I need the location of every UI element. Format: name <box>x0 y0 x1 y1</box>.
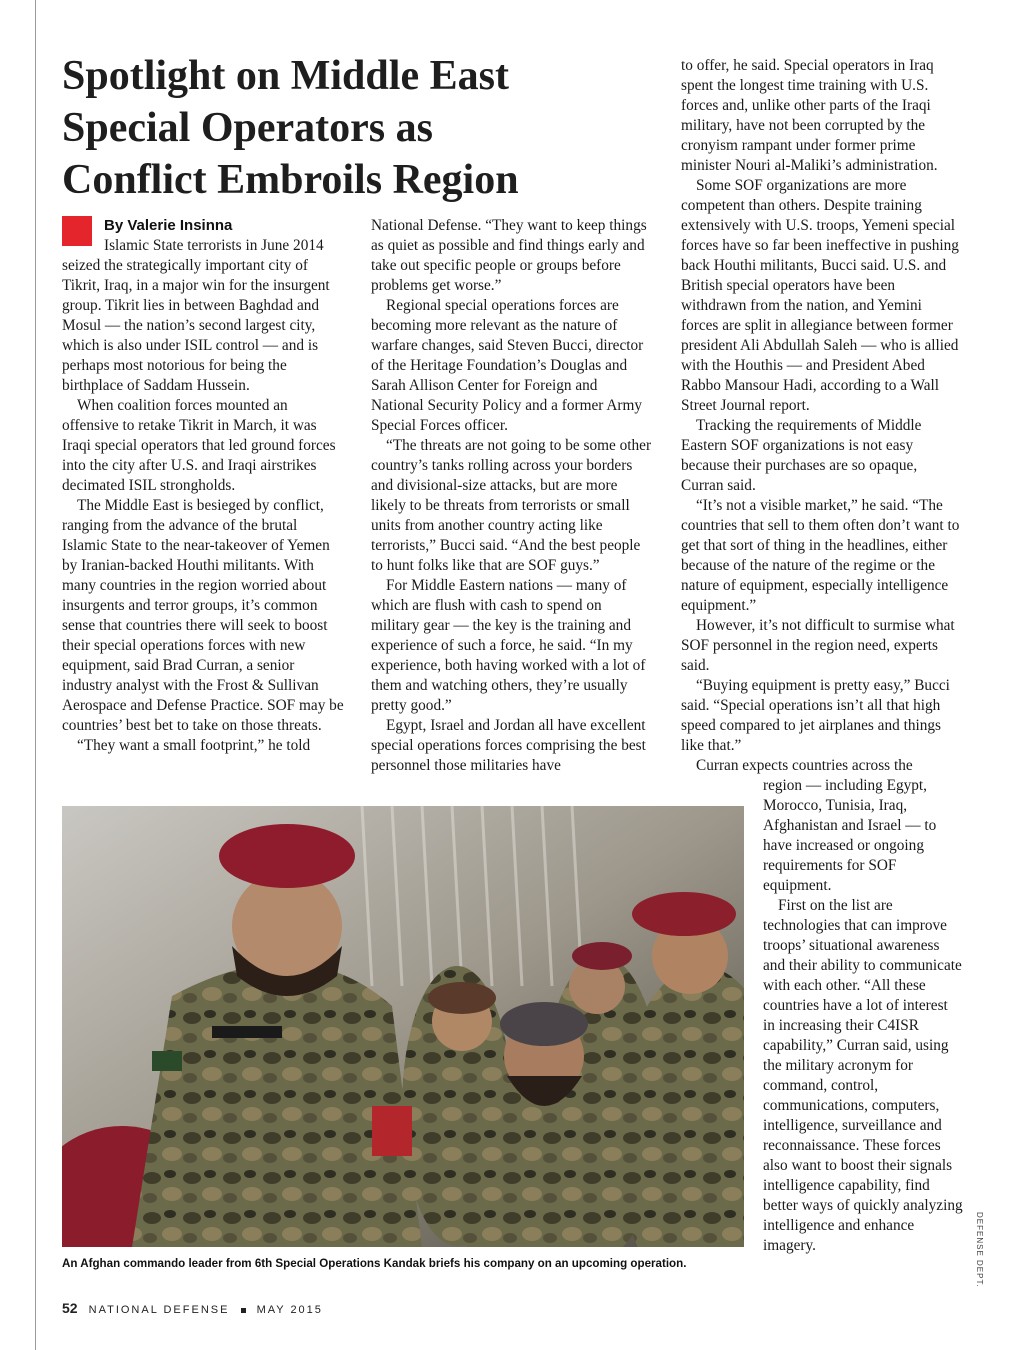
headline-line-1: Spotlight on Middle East <box>62 53 509 99</box>
article-column-4 <box>763 776 963 1256</box>
headline-line-2: Special Operators as <box>62 105 433 151</box>
paragraph: National Defense. “They want to keep things as quiet as possible and find things early and take out specific people or groups before problems get worse.” <box>371 217 647 294</box>
article-headline <box>62 50 642 206</box>
paragraph: First on the list are technologies that can improve troops’ situational awareness and their ability to communicate with each other. “All these countries have a lot of interest in increasing their C4ISR capability,” Curran said, using the military acronym for command, control, communications, computers, intelligence, surveillance and reconnaissance. These forces also want to boost their signals intelligence capability, find better ways of quickly analyzing intelligence and enhance imagery. <box>763 897 963 1254</box>
page-margin-rule <box>35 0 36 1350</box>
paragraph: “Buying equipment is pretty easy,” Bucci said. “Special operations isn’t all that high speed compared to jet airplanes and things like that.” <box>681 677 950 754</box>
paragraph: Curran expects countries across the <box>696 757 913 774</box>
byline-row <box>62 216 344 236</box>
paragraph: “The threats are not going to be some other country’s tanks rolling across your borders and divisional-size attacks, but are more likely to be threats from terrorists or small units from another country acting like terrorists,” Bucci said. “And the best people to hunt folks like that are SOF guys.” <box>371 437 652 574</box>
paragraph: “They want a small footprint,” he told <box>77 737 311 754</box>
paragraph: “It’s not a visible market,” he said. “The countries that sell to them often don’t want to get that sort of thing in the headlines, either because of the nature of the regime or the nature of equipment, especially intelligence equipment.” <box>681 497 960 614</box>
headline-line-3: Conflict Embroils Region <box>62 157 519 203</box>
paragraph: region — including Egypt, Morocco, Tunisia, Iraq, Afghanistan and Israel — to have increased or ongoing requirements for SOF equipment. <box>763 777 937 894</box>
paragraph: The Middle East is besieged by conflict, ranging from the advance of the brutal Islamic State to the near-takeover of Yemen by Iranian-backed Houthi militants. With many countries in the region worried about insurgents and terror groups, it’s common sense that countries there will seek to boost their special operations forces with new equipment, said Brad Curran, a senior industry analyst with the Frost & Sullivan Aerospace and Defense Practice. SOF may be countries’ best bet to take on those threats. <box>62 497 344 734</box>
byline: By Valerie Insinna <box>104 217 233 234</box>
paragraph: However, it’s not difficult to surmise what SOF personnel in the region need, experts said. <box>681 617 955 674</box>
commando-briefing-photo <box>62 806 744 1247</box>
paragraph: to offer, he said. Special operators in Iraq spent the longest time training with U.S. forces and, unlike other parts of the Iraqi military, have not been corrupted by the cronyism rampant under former prime minister Nouri al-Maliki’s administration. <box>681 57 938 174</box>
paragraph: Islamic State terrorists in June 2014 seized the strategically important city of Tikrit, Iraq, in a major win for the insurgent group. Tikrit lies in between Baghdad and Mosul — the nation’s second largest city, which is also under ISIL control — and is perhaps most notorious for being the birthplace of Saddam Hussein. <box>62 237 330 394</box>
section-marker <box>62 216 92 246</box>
paragraph: Some SOF organizations are more competent than others. Despite training extensively with U.S. troops, Yemeni special forces have so far been ineffective in pushing back Houthi militants, Bucci said. U.S. and British special operators have been withdrawn from the nation, and Yemini forces are split in allegiance between former president Ali Abdullah Saleh — who is allied with the Houthis — and President Abed Rabbo Mansour Hadi, according to a Wall Street Journal report. <box>681 177 959 414</box>
paragraph: When coalition forces mounted an offensive to retake Tikrit in March, it was Iraqi special operators that led ground forces into the city after U.S. and Iraqi airstrikes decimated ISIL strongholds. <box>62 397 336 494</box>
article-column-2 <box>371 216 653 776</box>
paragraph: For Middle Eastern nations — many of which are flush with cash to spend on military gear — the key is the training and experience of such a force, he said. “In my experience, both having worked with a lot of them and watching others, they’re usually pretty good.” <box>371 577 646 714</box>
article-photo <box>62 806 744 1247</box>
article-column-3 <box>681 56 963 776</box>
photo-credit: DEFENSE DEPT. <box>975 1212 984 1288</box>
publication-name: NATIONAL DEFENSE <box>88 1304 230 1316</box>
paragraph: Tracking the requirements of Middle Eastern SOF organizations is not easy because their purchases are so opaque, Curran said. <box>681 417 922 494</box>
paragraph: Egypt, Israel and Jordan all have excellent special operations forces comprising the best personnel those militaries have <box>371 717 646 774</box>
paragraph: Regional special operations forces are becoming more relevant as the nature of warfare changes, said Steven Bucci, director of the Heritage Foundation’s Douglas and Sarah Allison Center for Foreign and National Security Policy and a former Army Special Forces officer. <box>371 297 644 434</box>
page-footer <box>62 1300 323 1316</box>
footer-separator <box>241 1308 246 1313</box>
photo-caption: An Afghan commando leader from 6th Special Operations Kandak briefs his company on an upcoming operation. <box>62 1257 687 1270</box>
page-number: 52 <box>62 1300 78 1316</box>
article-column-1 <box>62 216 344 756</box>
issue-date: MAY 2015 <box>256 1304 323 1316</box>
